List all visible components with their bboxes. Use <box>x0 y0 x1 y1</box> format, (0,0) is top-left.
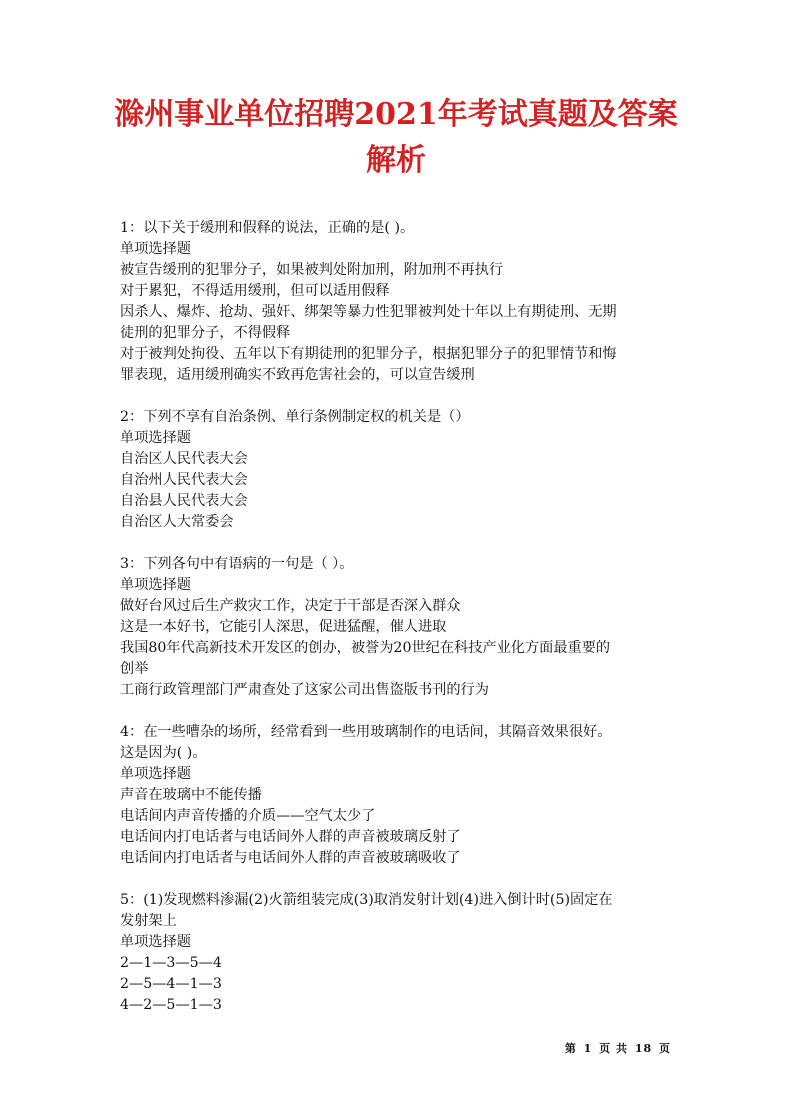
answer-option: 电话间内打电话者与电话间外人群的声音被玻璃反射了 <box>120 829 461 845</box>
footer-page-number: 1 <box>583 1042 593 1055</box>
question-type: 单项选择题 <box>120 430 191 446</box>
answer-option: 我国80年代高新技术开发区的创办，被誉为20世纪在科技产业化方面最重要的 <box>120 640 611 656</box>
question-type: 单项选择题 <box>120 934 191 950</box>
answer-option: 工商行政管理部门严肃查处了这家公司出售盗版书刊的行为 <box>120 682 489 698</box>
question-block <box>120 890 676 1016</box>
document-title <box>100 92 692 184</box>
question-block <box>120 407 676 533</box>
answer-option: 做好台风过后生产救灾工作，决定于干部是否深入群众 <box>120 598 461 614</box>
question-block <box>120 722 676 869</box>
question-stem: 2：下列不享有自治条例、单行条例制定权的机关是（） <box>120 409 470 425</box>
answer-option: 徒刑的犯罪分子，不得假释 <box>120 325 291 341</box>
answer-option: 这是一本好书，它能引人深思，促进猛醒，催人进取 <box>120 619 447 635</box>
answer-option: 创举 <box>120 661 149 677</box>
footer-prefix: 第 <box>564 1042 577 1055</box>
answer-option: 对于累犯，不得适用缓刑，但可以适用假释 <box>120 283 390 299</box>
answer-option: 自治区人大常委会 <box>120 514 234 530</box>
answer-option: 自治县人民代表大会 <box>120 493 248 509</box>
question-stem: 这是因为( )。 <box>120 745 207 761</box>
question-stem: 1：以下关于缓刑和假释的说法，正确的是( )。 <box>120 220 415 236</box>
answer-option: 电话间内声音传播的介质——空气太少了 <box>120 808 376 824</box>
answer-option: 声音在玻璃中不能传播 <box>120 787 262 803</box>
question-stem: 3：下列各句中有语病的一句是（ ）。 <box>120 556 354 572</box>
page-footer <box>564 1040 672 1056</box>
question-list <box>120 218 676 1037</box>
question-type: 单项选择题 <box>120 766 191 782</box>
answer-option: 自治州人民代表大会 <box>120 472 248 488</box>
question-stem: 5：(1)发现燃料渗漏(2)火箭组装完成(3)取消发射计划(4)进入倒计时(5)固定在 <box>120 892 613 908</box>
question-block <box>120 554 676 701</box>
question-type: 单项选择题 <box>120 241 191 257</box>
answer-option: 自治区人民代表大会 <box>120 451 248 467</box>
answer-option: 因杀人、爆炸、抢劫、强奸、绑架等暴力性犯罪被判处十年以上有期徒刑、无期 <box>120 304 617 320</box>
title-line-1: 滁州事业单位招聘2021年考试真题及答案 <box>114 97 678 132</box>
answer-option: 被宣告缓刑的犯罪分子，如果被判处附加刑，附加刑不再执行 <box>120 262 504 278</box>
question-stem: 发射架上 <box>120 913 177 929</box>
footer-suffix: 页 <box>659 1042 671 1055</box>
answer-option: 2—5—4—1—3 <box>120 976 222 992</box>
answer-option: 2—1—3—5—4 <box>120 955 222 971</box>
answer-option: 电话间内打电话者与电话间外人群的声音被玻璃吸收了 <box>120 850 461 866</box>
answer-option: 对于被判处拘役、五年以下有期徒刑的犯罪分子，根据犯罪分子的犯罪情节和悔 <box>120 346 617 362</box>
footer-total-pages: 18 <box>634 1042 653 1055</box>
answer-option: 罪表现，适用缓刑确实不致再危害社会的，可以宣告缓刑 <box>120 367 475 383</box>
question-block <box>120 218 676 386</box>
answer-option: 4—2—5—1—3 <box>120 997 222 1013</box>
question-stem: 4：在一些嘈杂的场所，经常看到一些用玻璃制作的电话间，其隔音效果很好。 <box>120 724 612 740</box>
title-line-2: 解析 <box>366 143 426 178</box>
footer-middle: 页 共 <box>599 1042 628 1055</box>
question-type: 单项选择题 <box>120 577 191 593</box>
